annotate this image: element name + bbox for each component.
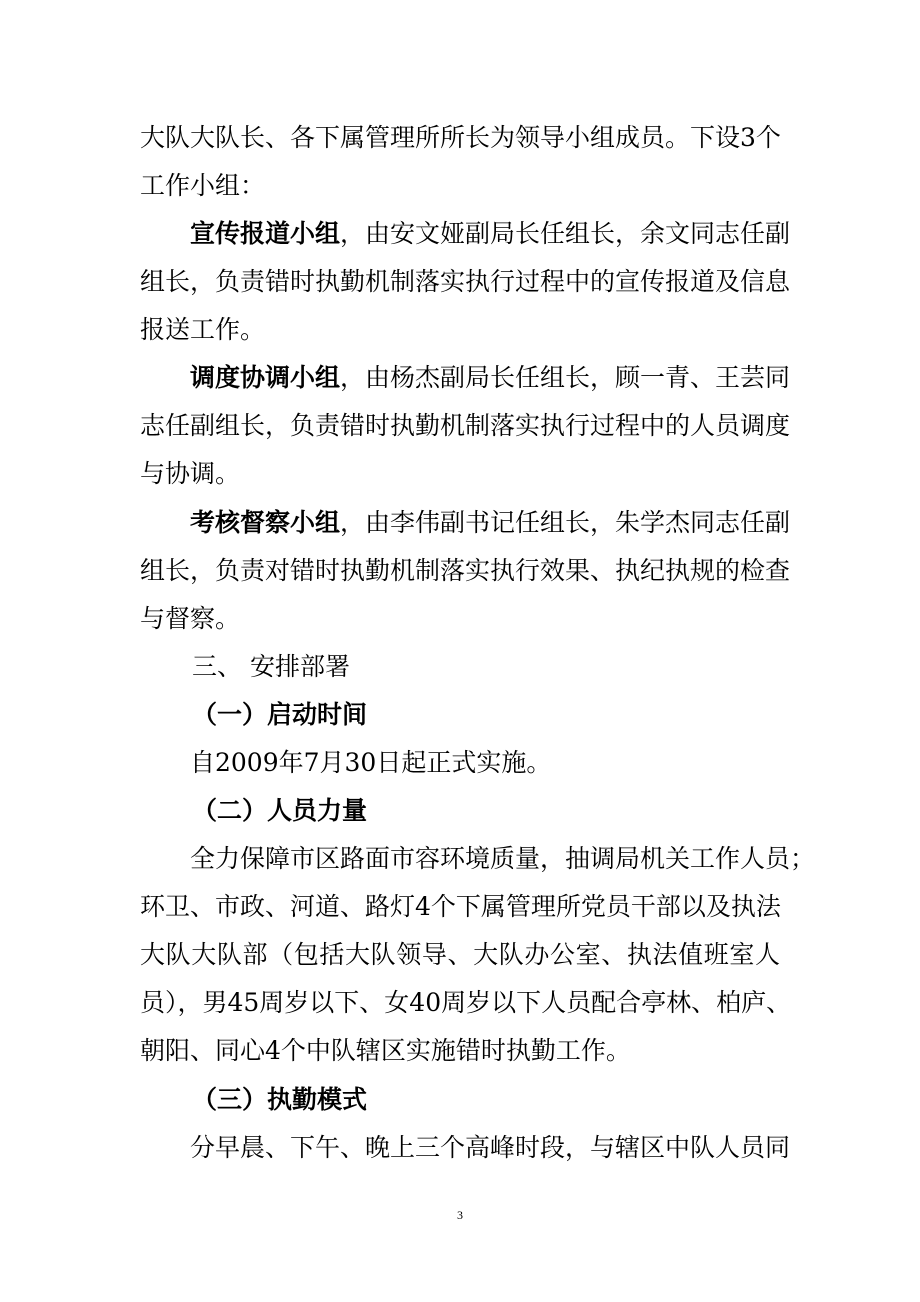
subsection-heading-start-time: （一）启动时间 [192,700,368,729]
subsection-heading-duty-mode: （三）执勤模式 [192,1085,368,1114]
page-number: 3 [457,1208,463,1222]
paragraph-line: 志任副组长，负责错时执勤机制落实执行过程中的人员调度 [140,411,791,440]
group-inspection-text: ，由李伟副书记任组长，朱学杰同志任副 [340,508,791,537]
paragraph-line: 组长，负责错时执勤机制落实执行过程中的宣传报道及信息 [140,267,791,296]
group-inspection-line [190,503,791,543]
group-publicity-text: ，由安文娅副局长任组长，余文同志任副 [340,219,791,248]
paragraph-line: 分早晨、下午、晚上三个高峰时段，与辖区中队人员同 [190,1133,791,1162]
group-dispatch-line [190,358,791,398]
paragraph-line: 员），男45周岁以下、女40周岁以下人员配合亭林、柏庐、 [140,988,792,1017]
group-inspection-title: 考核督察小组 [190,508,341,537]
subsection-heading-personnel: （二）人员力量 [192,796,368,825]
group-publicity-line [190,214,791,254]
paragraph-line: 朝阳、同心4个中队辖区实施错时执勤工作。 [140,1036,631,1065]
paragraph-line: 大队大队长、各下属管理所所长为领导小组成员。下设3个 [140,123,781,152]
paragraph-line: 与督察。 [140,604,241,633]
paragraph-line: 大队大队部（包括大队领导、大队办公室、执法值班室人 [140,940,780,969]
group-dispatch-title: 调度协调小组 [190,363,341,392]
paragraph-line: 环卫、市政、河道、路灯4个下属管理所党员干部以及执法 [140,892,781,921]
section-heading: 三、 安排部署 [192,652,350,681]
paragraph-line: 与协调。 [140,459,241,488]
paragraph-line: 自2009年7月30日起正式实施。 [190,748,552,777]
paragraph-line: 全力保障市区路面市容环境质量，抽调局机关工作人员； [190,844,816,873]
group-publicity-title: 宣传报道小组 [190,219,341,248]
paragraph-line: 组长，负责对错时执勤机制落实执行效果、执纪执规的检查 [140,556,791,585]
group-dispatch-text: ，由杨杰副局长任组长，顾一青、王芸同 [340,363,791,392]
paragraph-line: 报送工作。 [140,315,266,344]
paragraph-line: 工作小组： [140,171,266,200]
